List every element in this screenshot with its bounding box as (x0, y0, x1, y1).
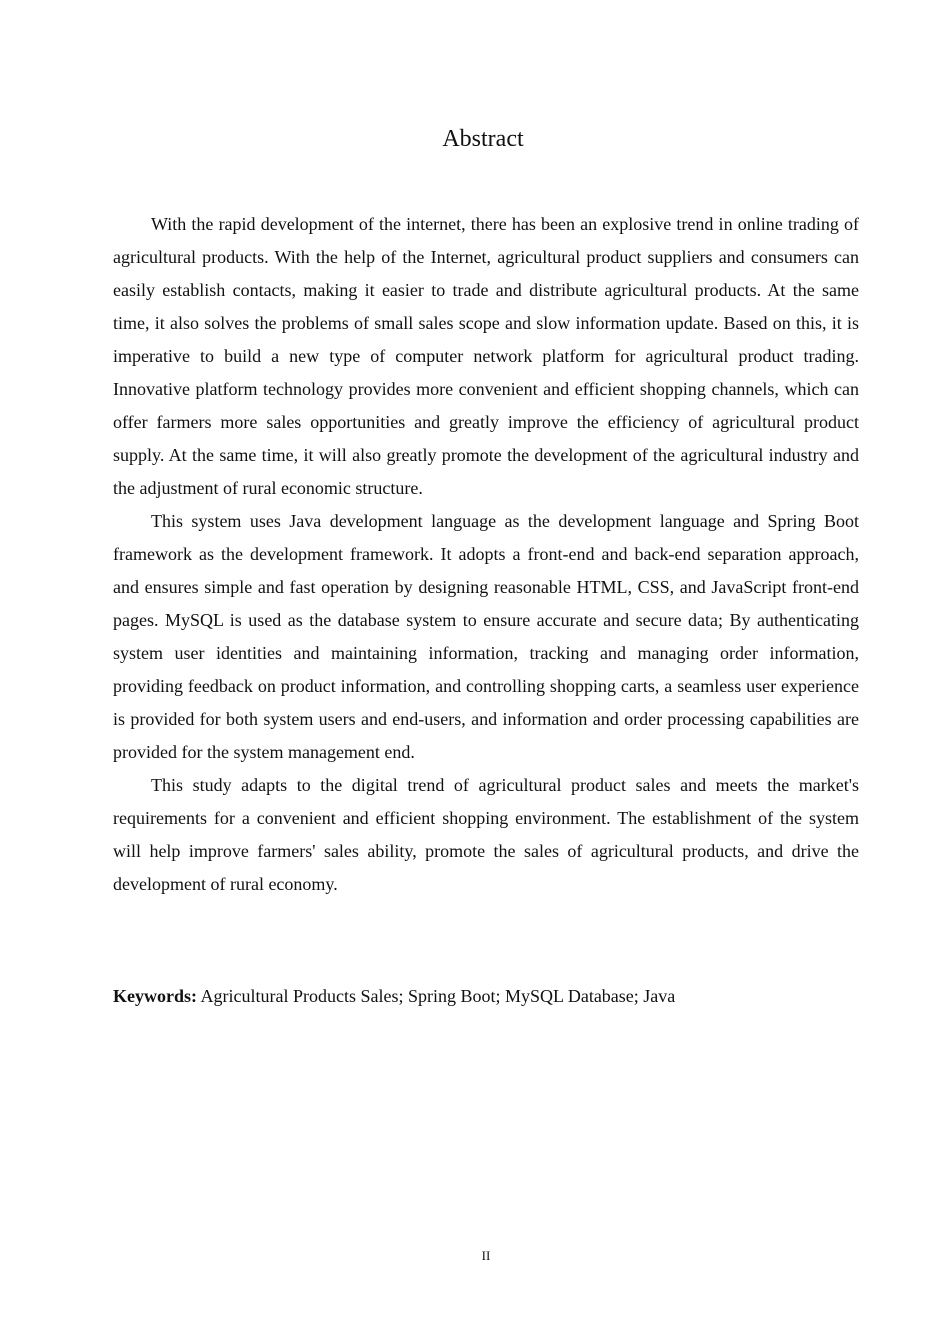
keywords-label: Keywords: (113, 986, 197, 1006)
abstract-paragraph-1: With the rapid development of the internet, there has been an explosive trend in online trading of agricultural products. With the help of the Internet, agricultural product suppliers and consumers can easily establish contacts, making it easier to trade and distribute agricultural products. At the same time, it also solves the problems of small sales scope and slow information update. Based on this, it is imperative to build a new type of computer network platform for agricultural product trading. Innovative platform technology provides more convenient and efficient shopping channels, which can offer farmers more sales opportunities and greatly improve the efficiency of agricultural product supply. At the same time, it will also greatly promote the development of the agricultural industry and the adjustment of rural economic structure. (113, 214, 859, 498)
keywords-text: Agricultural Products Sales; Spring Boot; MySQL Database; Java (197, 986, 676, 1006)
abstract-paragraph-3: This study adapts to the digital trend of agricultural product sales and meets the market's requirements for a convenient and efficient shopping environment. The establishment of the system will help improve farmers' sales ability, promote the sales of agricultural products, and drive the development of rural economy. (113, 775, 859, 894)
abstract-title: Abstract (442, 126, 524, 152)
page-number: II (481, 1248, 491, 1263)
keywords-line (113, 980, 859, 1013)
abstract-paragraph-2: This system uses Java development language as the development language and Spring Boot framework as the development framework. It adopts a front-end and back-end separation approach, and ensures simple and fast operation by designing reasonable HTML, CSS, and JavaScript front-end pages. MySQL is used as the database system to ensure accurate and secure data; By authenticating system user identities and maintaining information, tracking and managing order information, providing feedback on product information, and controlling shopping carts, a seamless user experience is provided for both system users and end-users, and information and order processing capabilities are provided for the system management end. (113, 511, 859, 762)
abstract-body (113, 208, 859, 901)
